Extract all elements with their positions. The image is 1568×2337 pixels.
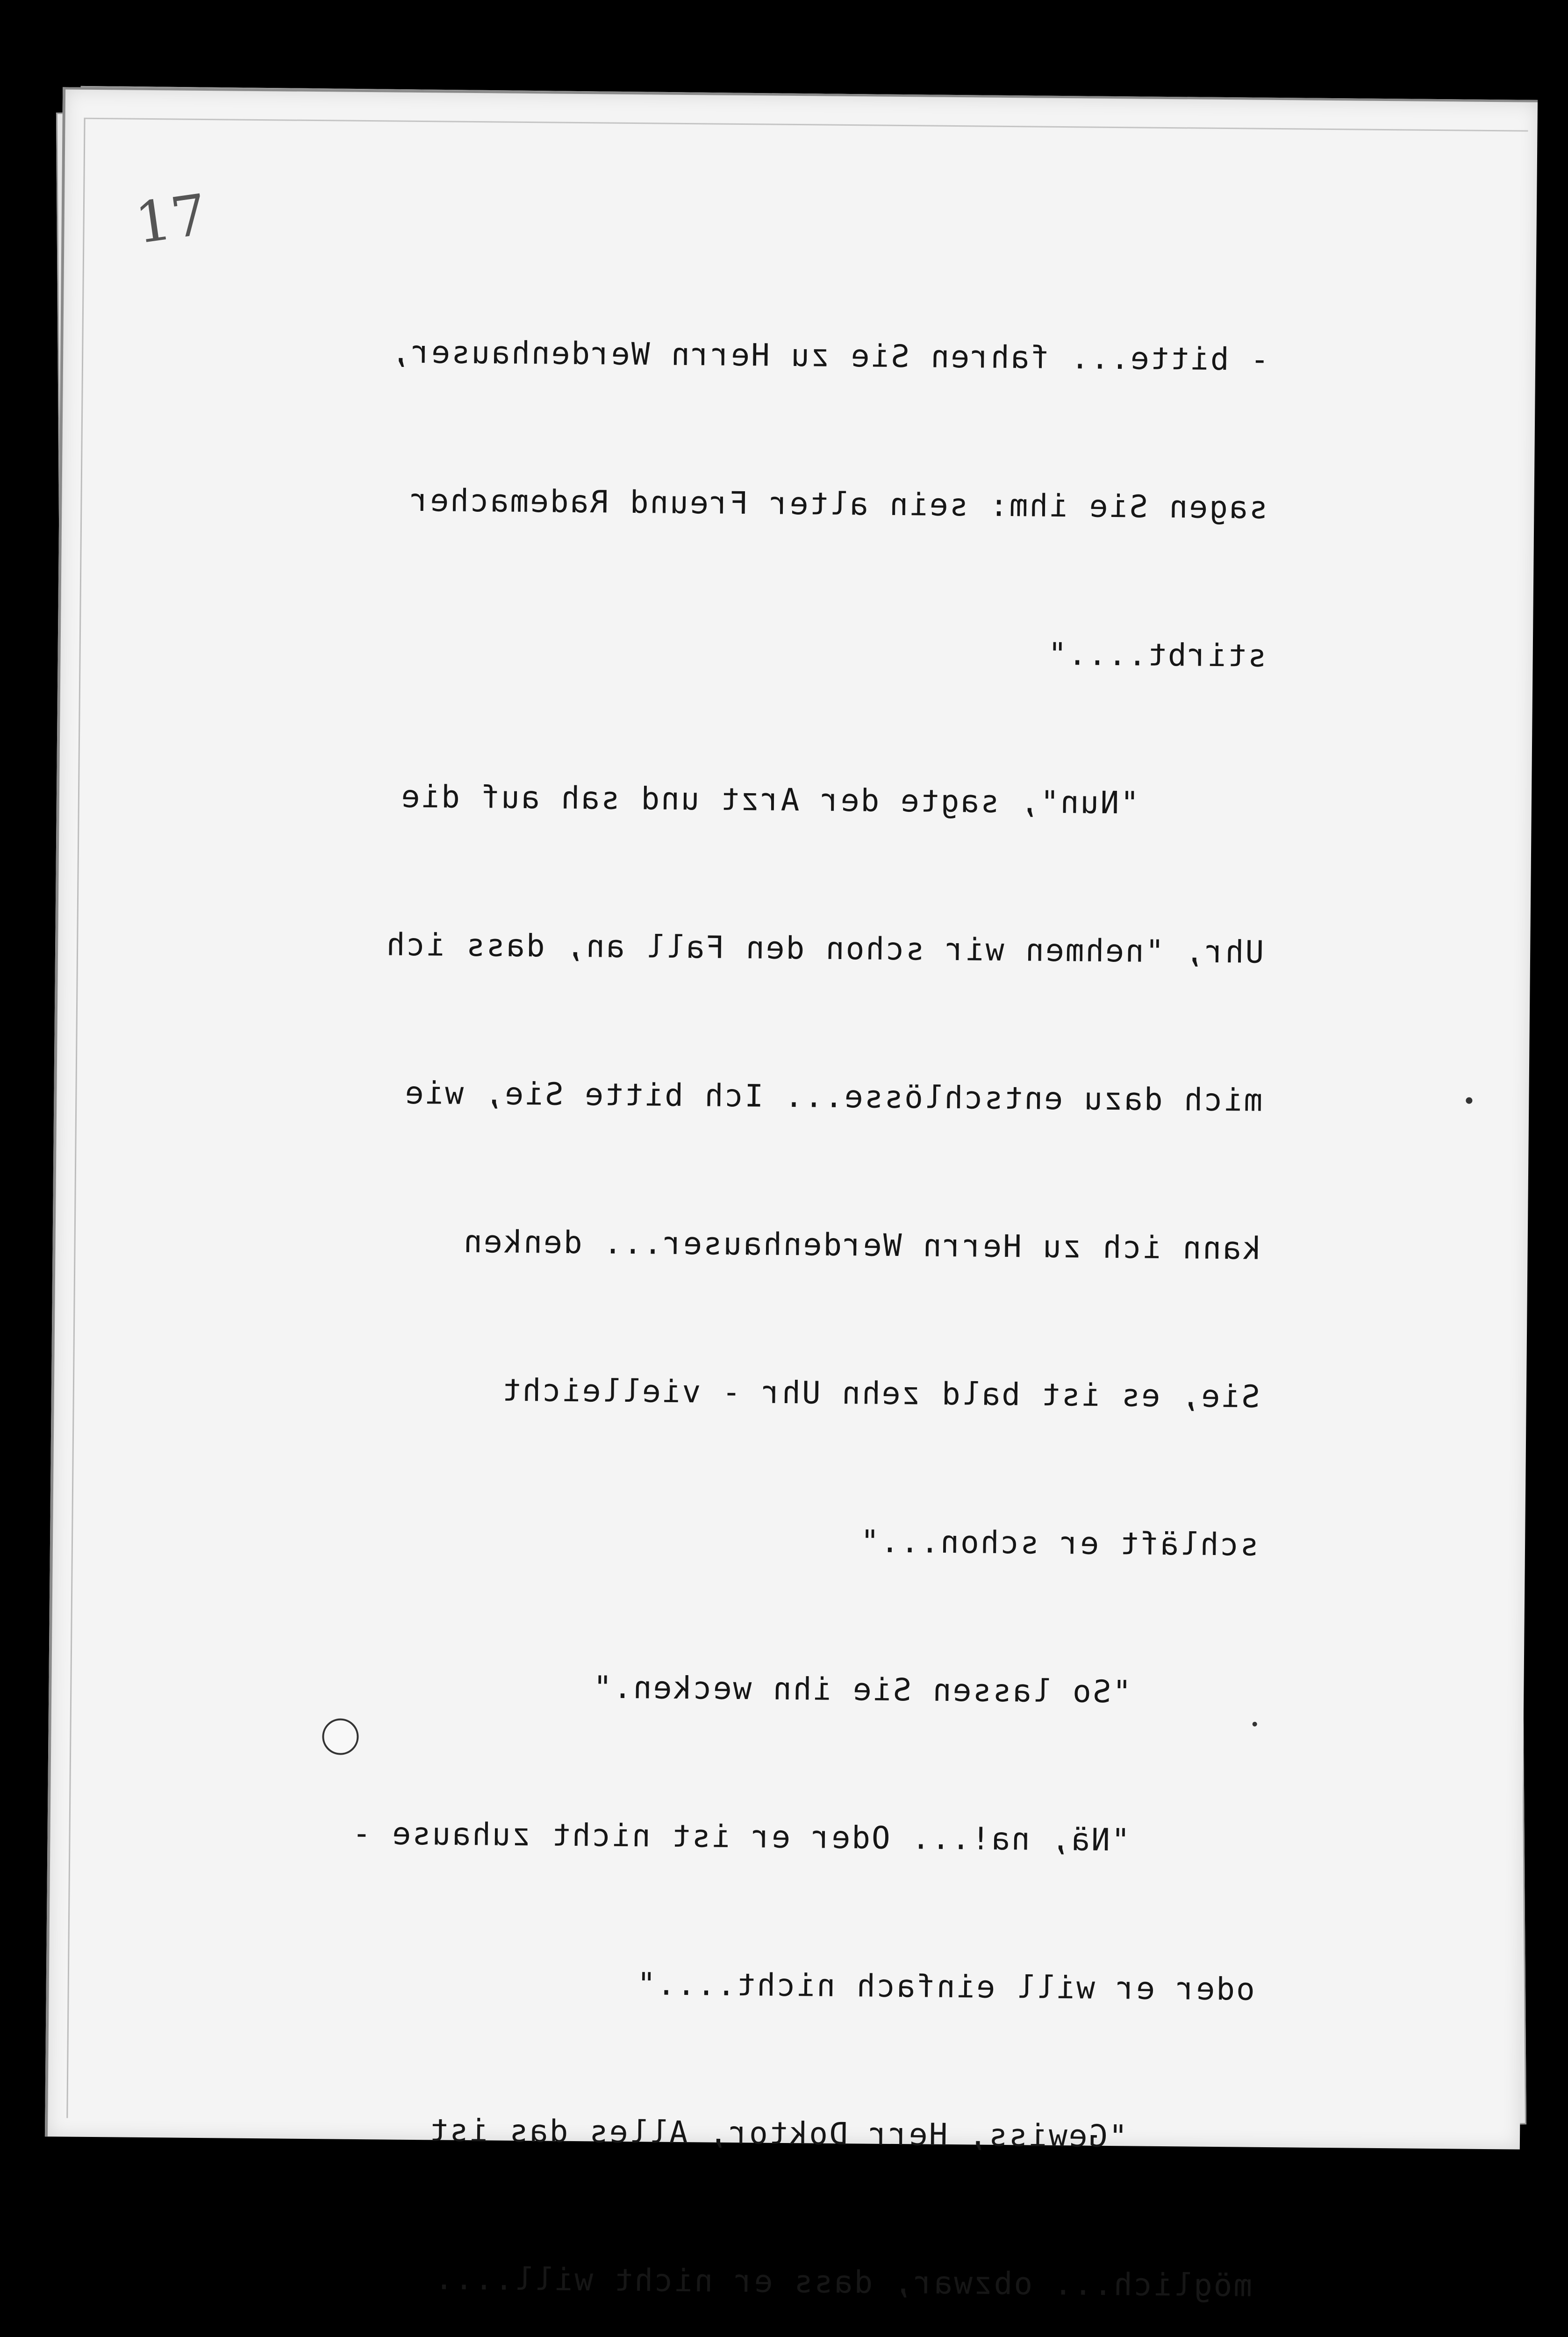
text-line: schläft er schon..." bbox=[859, 1523, 1259, 1563]
text-line: mich dazu entschlösse... Ich bitte Sie, wie bbox=[403, 1075, 1263, 1118]
text-line: "Nun", sagte der Arzt und sah auf die bbox=[400, 778, 1139, 821]
typewritten-text bbox=[209, 241, 1270, 2337]
punch-hole-icon bbox=[322, 1718, 359, 1755]
ink-dot-icon bbox=[1466, 1097, 1472, 1104]
text-line: "Nä, na!... Oder er ist nicht zuhause - bbox=[351, 1815, 1130, 1858]
text-line: - bitte... fahren Sie zu Herrn Werdenhauser, bbox=[390, 334, 1269, 378]
text-line: oder er will einfach nicht...." bbox=[635, 1966, 1255, 2007]
typed-page bbox=[45, 87, 1538, 2304]
text-line: stirbt...." bbox=[1046, 636, 1267, 674]
text-line: kann ich zu Herrn Werdenhauser... denken bbox=[462, 1223, 1261, 1267]
margin-note: 17 bbox=[131, 182, 211, 257]
text-line: Sie, es ist bald zehn Uhr - vielleicht bbox=[501, 1372, 1260, 1415]
text-line: "So lassen Sie ihn wecken." bbox=[592, 1669, 1131, 1710]
text-line: möglich... obzwar, dass er nicht will.... bbox=[433, 2260, 1253, 2304]
text-line: Uhr, "nehmen wir schon den Fall an, dass ich bbox=[385, 926, 1264, 970]
text-line: sagen Sie ihm: sein alter Freund Rademacher bbox=[408, 482, 1268, 526]
text-line: "Gewiss, Herr Doktor, Alles das ist bbox=[428, 2112, 1128, 2155]
ink-dot-icon bbox=[1253, 1722, 1257, 1727]
